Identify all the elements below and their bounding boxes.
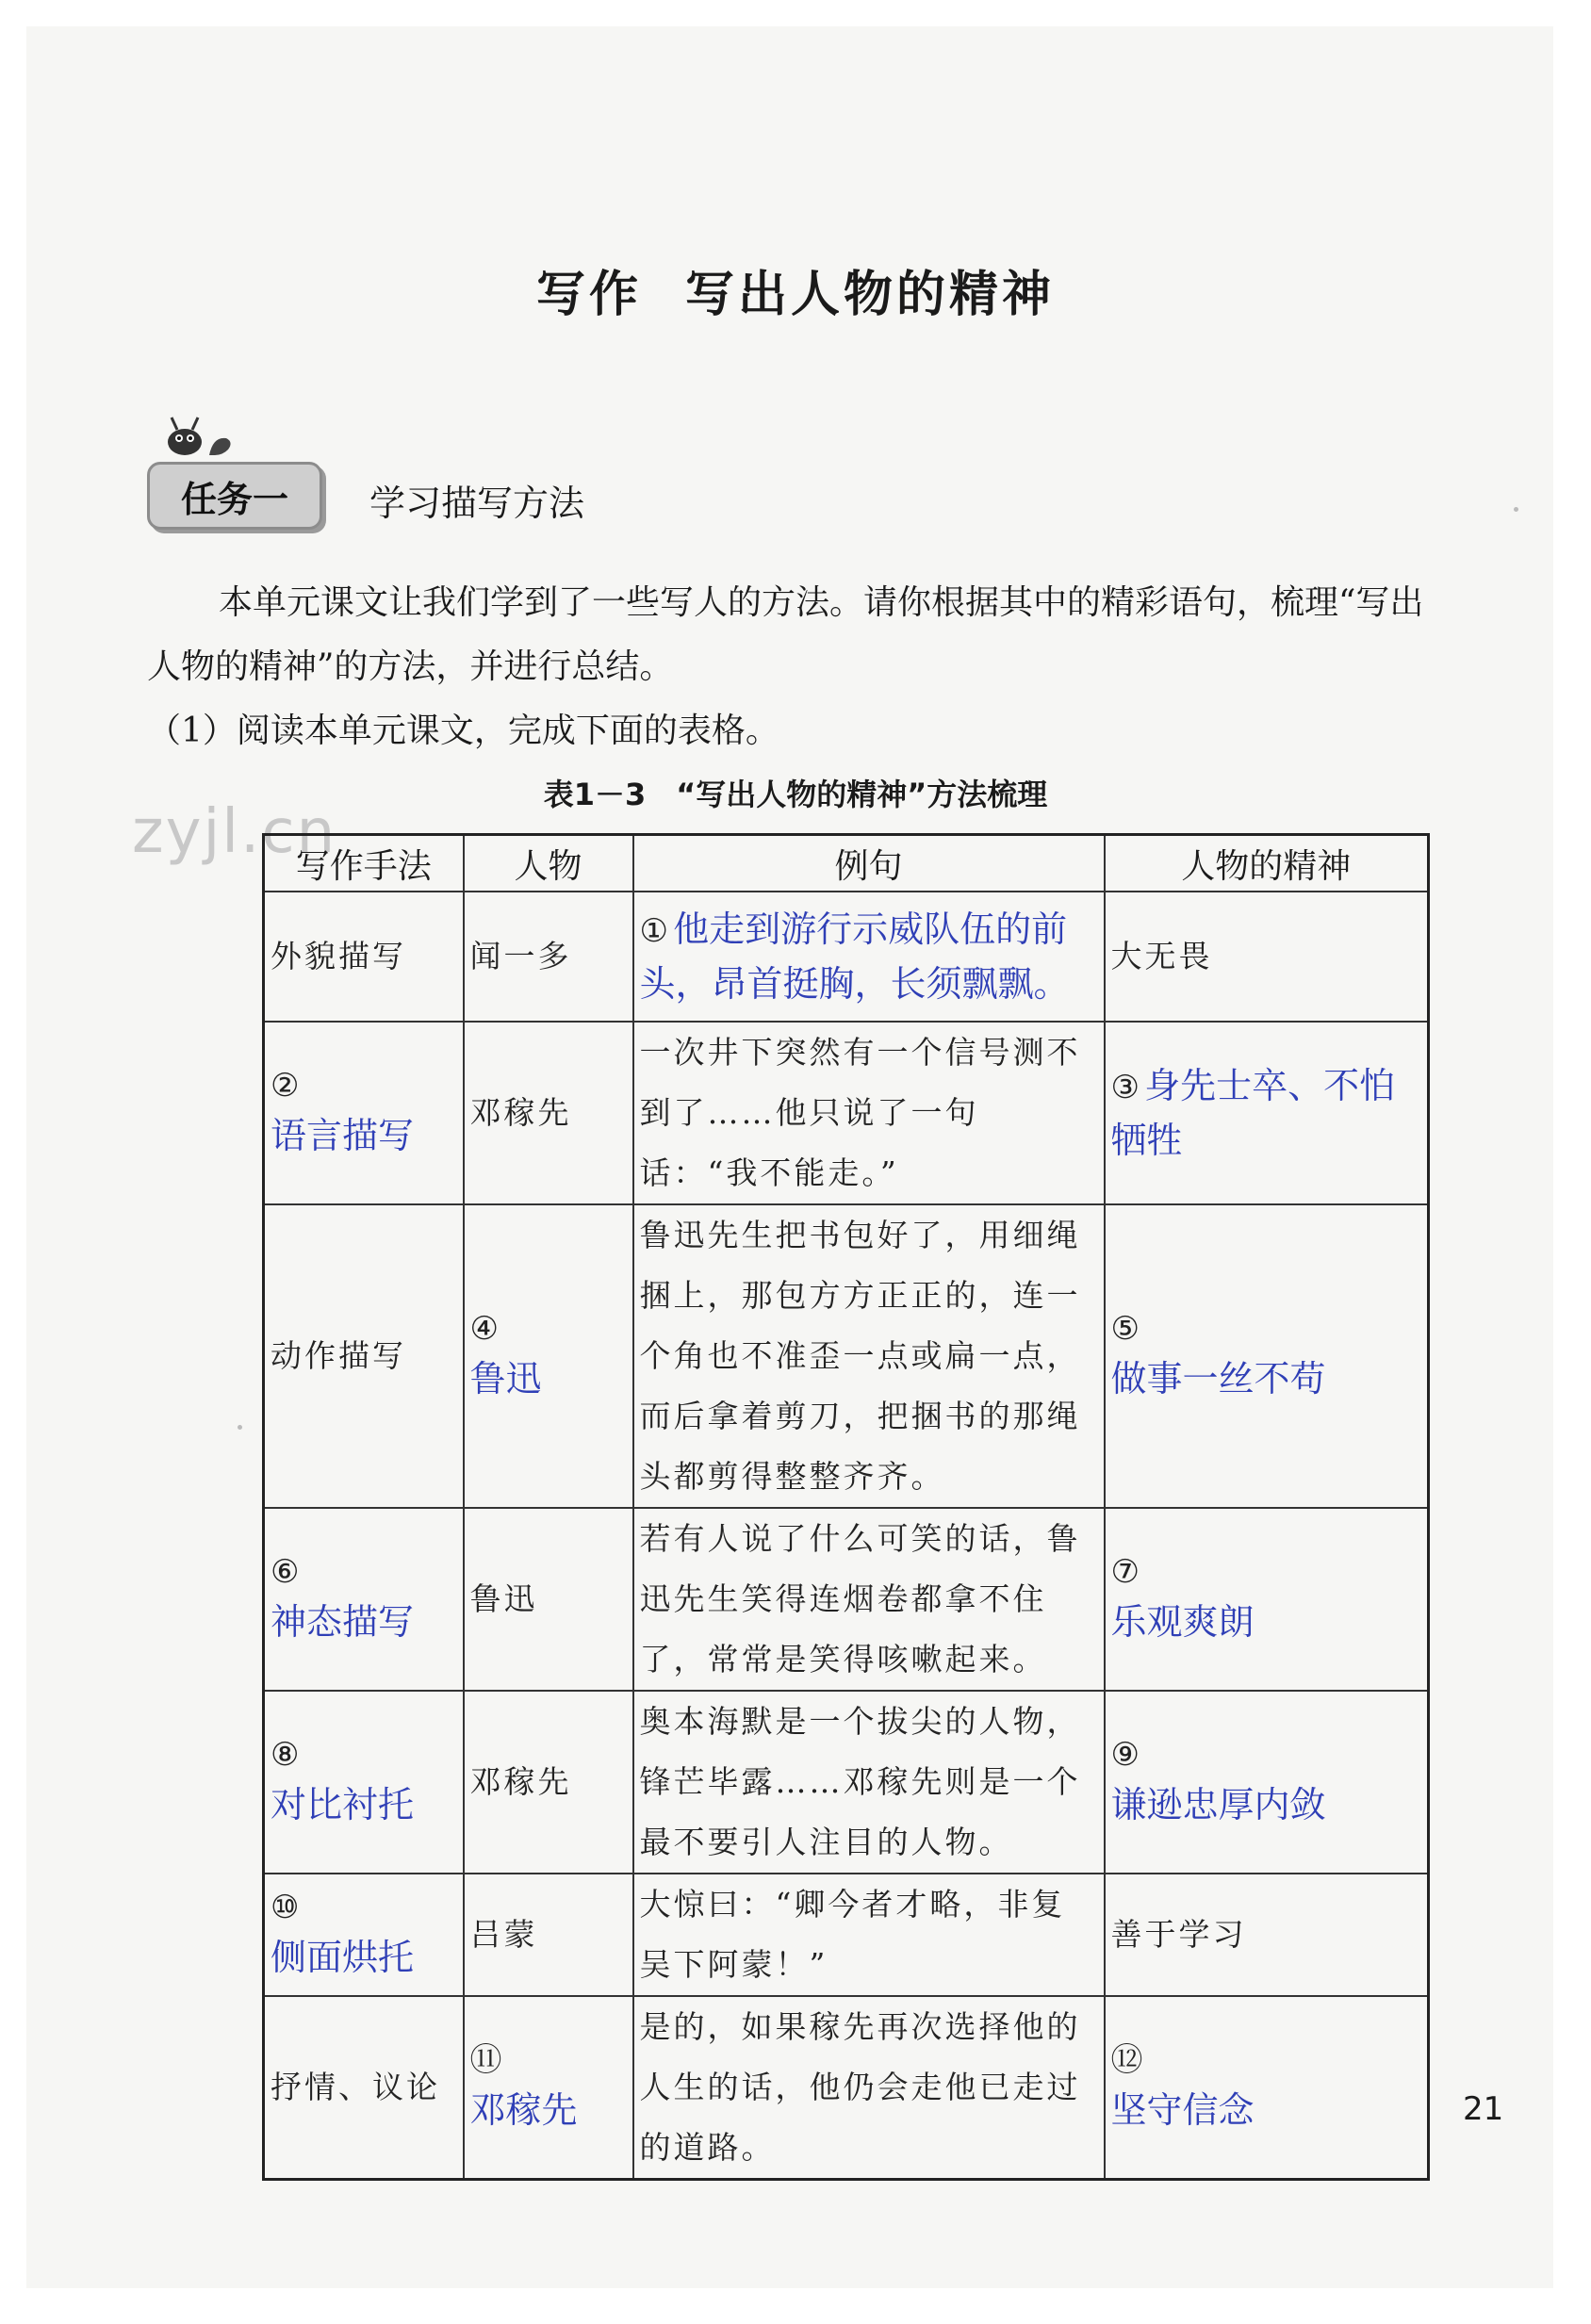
answer-spirit: 坚守信念 (1110, 2089, 1255, 2131)
instruction-text: （1）阅读本单元课文，完成下面的表格。 (147, 712, 779, 750)
scan-dot (1514, 507, 1518, 512)
answer-spirit: 谦逊忠厚内敛 (1110, 1784, 1326, 1825)
answer-method: 神态描写 (271, 1601, 415, 1643)
cell-spirit: ⑨ 谦逊忠厚内敛 (1105, 1691, 1429, 1874)
intro-paragraph: 本单元课文让我们学到了一些写人的方法。请你根据其中的精彩语句，梳理“写出人物的精神”的方法，并进行总结。 (147, 583, 1424, 686)
scan-dot (238, 1425, 242, 1430)
cell-example: 奥本海默是一个拔尖的人物，锋芒毕露……邓稼先则是一个最不要引人注目的人物。 (633, 1691, 1105, 1874)
cell-example: 是的，如果稼先再次选择他的人生的话，他仍会走他已走过的道路。 (633, 1996, 1105, 2180)
table-row (264, 1874, 1429, 1996)
answer-spirit: 做事一丝不苟 (1110, 1358, 1326, 1399)
answer-example: 他走到游行示威队伍的前头，昂首挺胸，长须飘飘。 (639, 908, 1070, 1005)
page-number: 21 (1463, 2090, 1504, 2128)
cell-method: ⑥ 神态描写 (264, 1508, 464, 1691)
answer-spirit: 乐观爽朗 (1110, 1601, 1255, 1643)
cell-method: 动作描写 (264, 1204, 464, 1508)
cell-spirit: 善于学习 (1105, 1874, 1429, 1996)
cell-method: ⑧ 对比衬托 (264, 1691, 464, 1874)
answer-method: 语言描写 (271, 1115, 415, 1156)
cell-method: ② 语言描写 (264, 1022, 464, 1204)
answer-spirit: 身先士卒、不怕牺牲 (1110, 1065, 1396, 1161)
methods-table (262, 833, 1430, 2181)
cell-person: 鲁迅 (464, 1508, 633, 1691)
cell-method: 抒情、议论 (264, 1996, 464, 2180)
cell-example: 若有人说了什么可笑的话，鲁迅先生笑得连烟卷都拿不住了，常常是笑得咳嗽起来。 (633, 1508, 1105, 1691)
cell-example: 一次井下突然有一个信号测不到了……他只说了一句话：“我不能走。” (633, 1022, 1105, 1204)
cell-example: 大惊曰：“卿今者才略，非复吴下阿蒙！” (633, 1874, 1105, 1996)
cell-method: 外貌描写 (264, 892, 464, 1022)
cell-example: ① 他走到游行示威队伍的前头，昂首挺胸，长须飘飘。 (633, 892, 1105, 1022)
cell-spirit: 大无畏 (1105, 892, 1429, 1022)
cell-person: 邓稼先 (464, 1022, 633, 1204)
watermark: zyjl.cn (132, 797, 337, 867)
task-title: 学习描写方法 (369, 483, 585, 524)
cell-person: 闻一多 (464, 892, 633, 1022)
table-row (264, 1204, 1429, 1508)
cell-spirit: ③ 身先士卒、不怕牺牲 (1105, 1022, 1429, 1204)
bug-mascot-icon (160, 414, 236, 457)
header-spirit: 人物的精神 (1105, 835, 1429, 892)
answer-method: 侧面烘托 (271, 1937, 415, 1978)
task-badge: 任务一 (147, 462, 322, 530)
answer-person: 鲁迅 (469, 1358, 542, 1399)
table-caption: 表1－3 “写出人物的精神”方法梳理 (543, 777, 1048, 812)
cell-person: 邓稼先 (464, 1691, 633, 1874)
cell-example: 鲁迅先生把书包好了，用细绳捆上，那包方方正正的，连一个角也不准歪一点或扁一点，而后拿着剪刀，把捆书的那绳头都剪得整整齐齐。 (633, 1204, 1105, 1508)
cell-person: ④ 鲁迅 (464, 1204, 633, 1508)
table-row (264, 1691, 1429, 1874)
answer-person: 邓稼先 (469, 2089, 578, 2131)
table-row (264, 1508, 1429, 1691)
cell-spirit: ⑦ 乐观爽朗 (1105, 1508, 1429, 1691)
table-row (264, 1996, 1429, 2180)
table-header-row (264, 835, 1429, 892)
cell-person: 吕蒙 (464, 1874, 633, 1996)
cell-method: ⑩ 侧面烘托 (264, 1874, 464, 1996)
answer-method: 对比衬托 (271, 1784, 415, 1825)
page-title: 写作 写出人物的精神 (535, 267, 1056, 323)
header-method: 写作手法 (264, 835, 464, 892)
header-person: 人物 (464, 835, 633, 892)
header-example: 例句 (633, 835, 1105, 892)
table-row (264, 1022, 1429, 1204)
cell-person: ⑪ 邓稼先 (464, 1996, 633, 2180)
table-row (264, 892, 1429, 1022)
cell-spirit: ⑫ 坚守信念 (1105, 1996, 1429, 2180)
cell-spirit: ⑤ 做事一丝不苟 (1105, 1204, 1429, 1508)
